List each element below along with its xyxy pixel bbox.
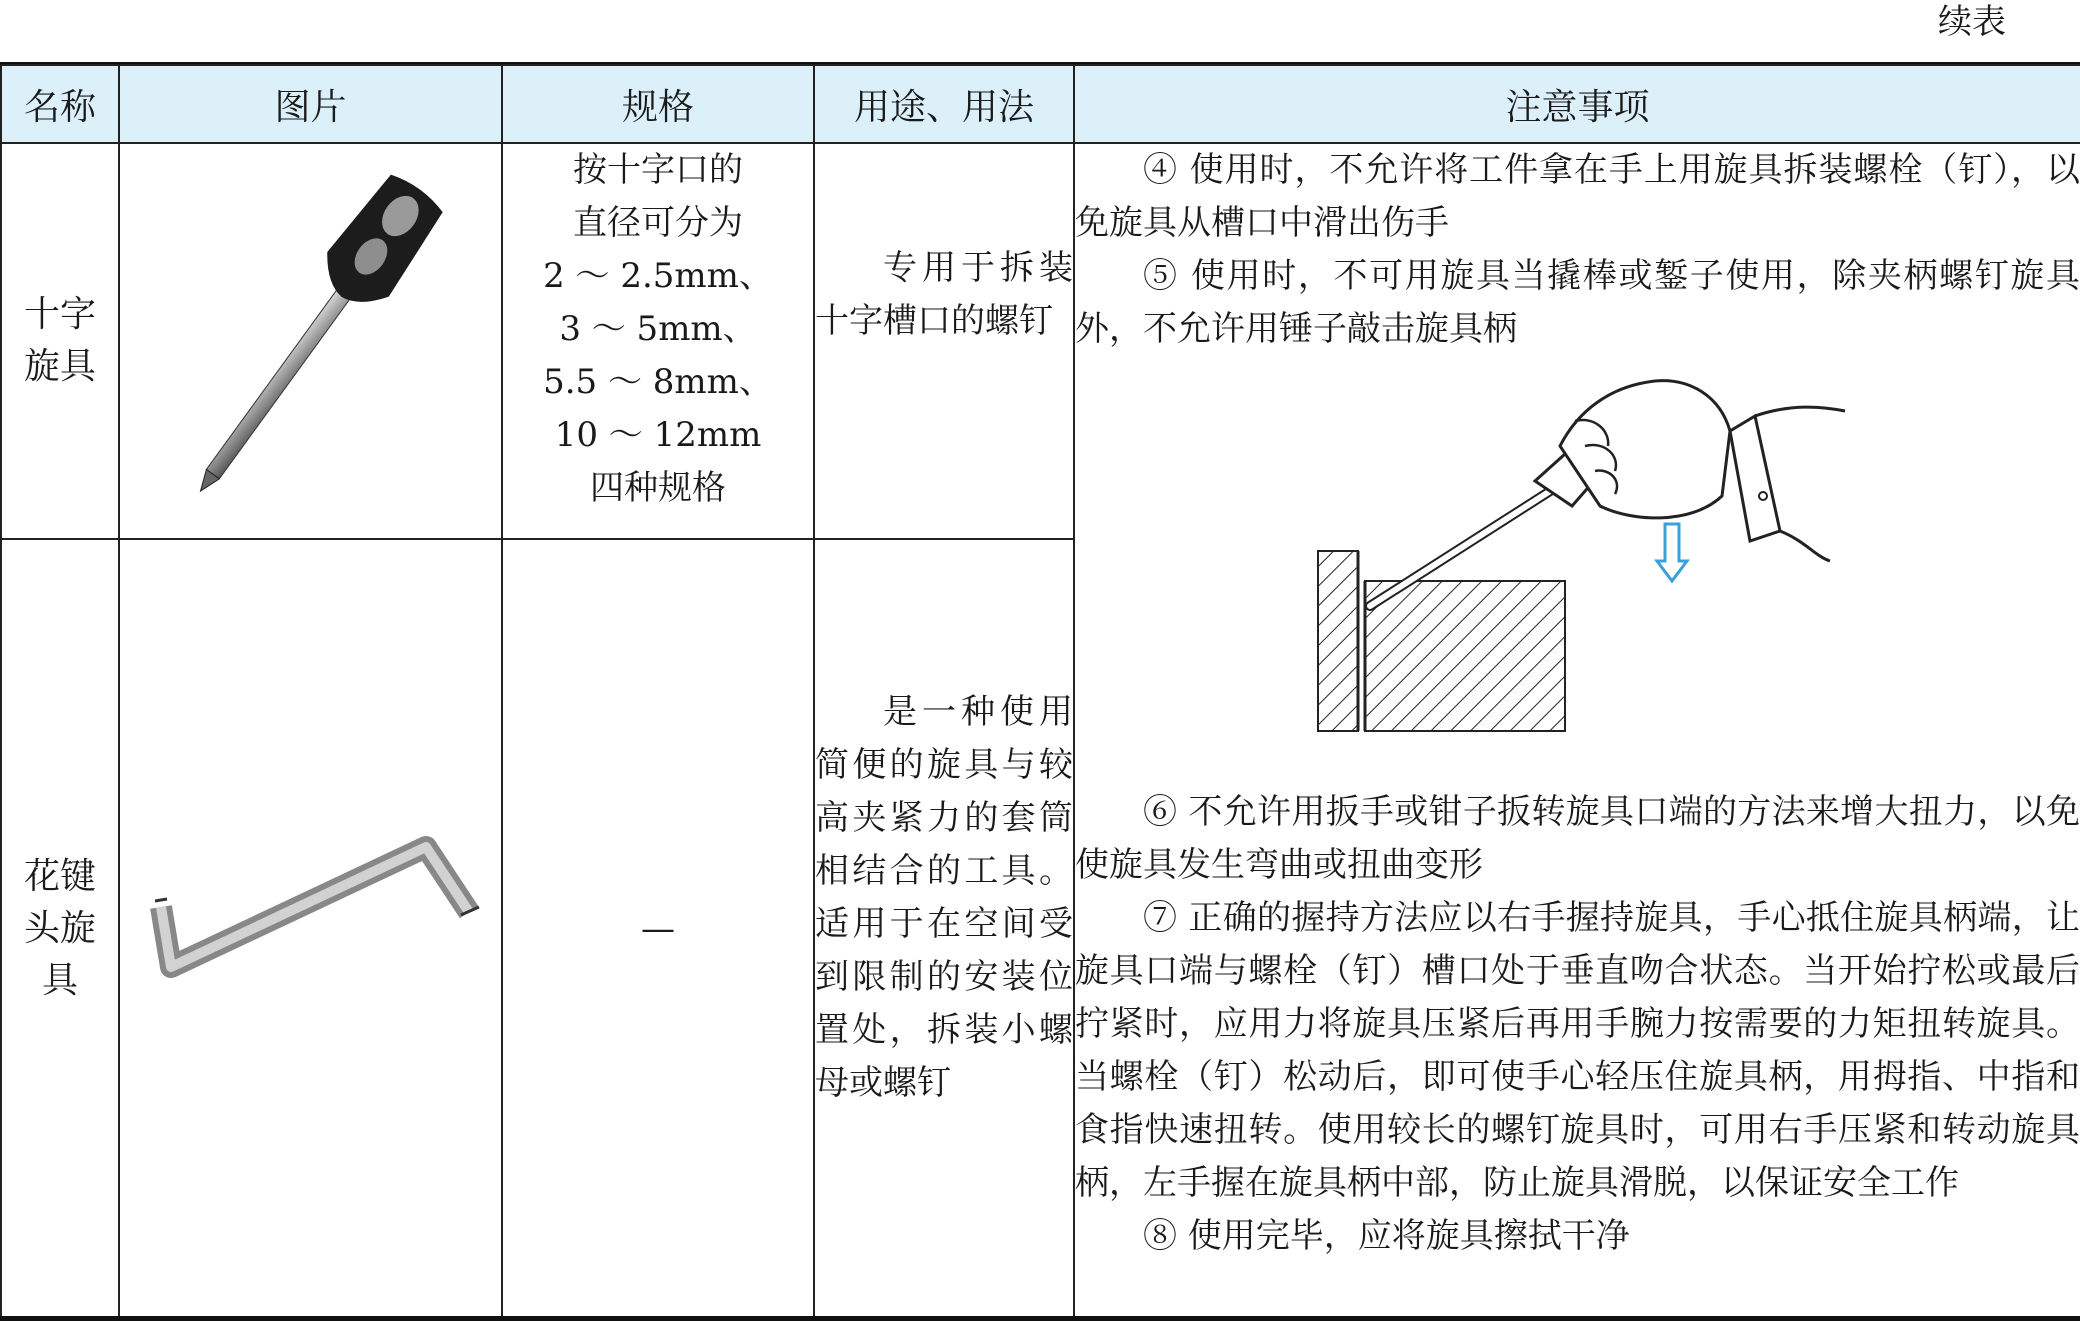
header-spec: 规格 — [502, 65, 814, 143]
tool-table — [0, 64, 2080, 1320]
header-usage: 用途、用法 — [814, 65, 1074, 143]
row-2-spec: — — [502, 539, 814, 1319]
note-4: ④ 使用时，不允许将工件拿在手上用旋具拆装螺栓（钉），以免旋具从槽口中滑出伤手 — [1075, 150, 2080, 243]
offset-screwdriver-picture — [119, 539, 502, 1319]
row-2-name: 花键 头旋 具 — [1, 539, 119, 1319]
offset-screwdriver-icon — [141, 827, 481, 1027]
header-notes: 注意事项 — [1074, 65, 2080, 143]
header-name: 名称 — [1, 65, 119, 143]
header-picture: 图片 — [119, 65, 502, 143]
phillips-screwdriver-icon — [161, 159, 461, 519]
note-8: ⑧ 使用完毕，应将旋具擦拭干净 — [1143, 1216, 1630, 1256]
row-1-name: 十字 旋具 — [1, 143, 119, 539]
row-2-usage: 是一种使用简便的旋具与较高夹紧力的套筒相结合的工具。适用于在空间受到限制的安装位置处，拆装小螺母或螺钉 — [814, 539, 1074, 1319]
note-7: ⑦ 正确的握持方法应以右手握持旋具，手心抵住旋具柄端，让旋具口端与螺栓（钉）槽口处于垂直吻合状态。当开始拧松或最后拧紧时，应用力将旋具压紧后再用手腕力按需要的力矩扭转旋具。当螺栓（钉）松动后，即可使手心轻压住旋具柄，用拇指、中指和食指快速扭转。使用较长的螺钉旋具时，可用右手压紧和转动旋具柄，左手握在旋具柄中部，防止旋具滑脱，以保证安全工作 — [1075, 898, 2080, 1203]
table-bottom-rule — [0, 1316, 2080, 1321]
notes-cell — [1074, 143, 2080, 1319]
phillips-screwdriver-picture — [119, 143, 502, 539]
note-6: ⑥ 不允许用扳手或钳子扳转旋具口端的方法来增大扭力，以免使旋具发生弯曲或扭曲变形 — [1075, 792, 2080, 885]
hand-pressing-screwdriver-figure — [1075, 356, 2080, 786]
continued-table-label: 续表 — [1938, 2, 2006, 42]
screwdriver-grip-illustration — [1310, 376, 1850, 756]
note-5: ⑤ 使用时，不可用旋具当撬棒或錾子使用，除夹柄螺钉旋具外，不允许用锤子敲击旋具柄 — [1075, 256, 2080, 349]
table-header-row — [1, 65, 2080, 143]
table-row — [1, 143, 2080, 539]
row-1-spec: 按十字口的 直径可分为 2 ～ 2.5mm、 3 ～ 5mm、 5.5 ～ 8mm、 10 ～ 12mm 四种规格 — [502, 143, 814, 539]
row-1-usage: 专用于拆装十字槽口的螺钉 — [814, 143, 1074, 539]
